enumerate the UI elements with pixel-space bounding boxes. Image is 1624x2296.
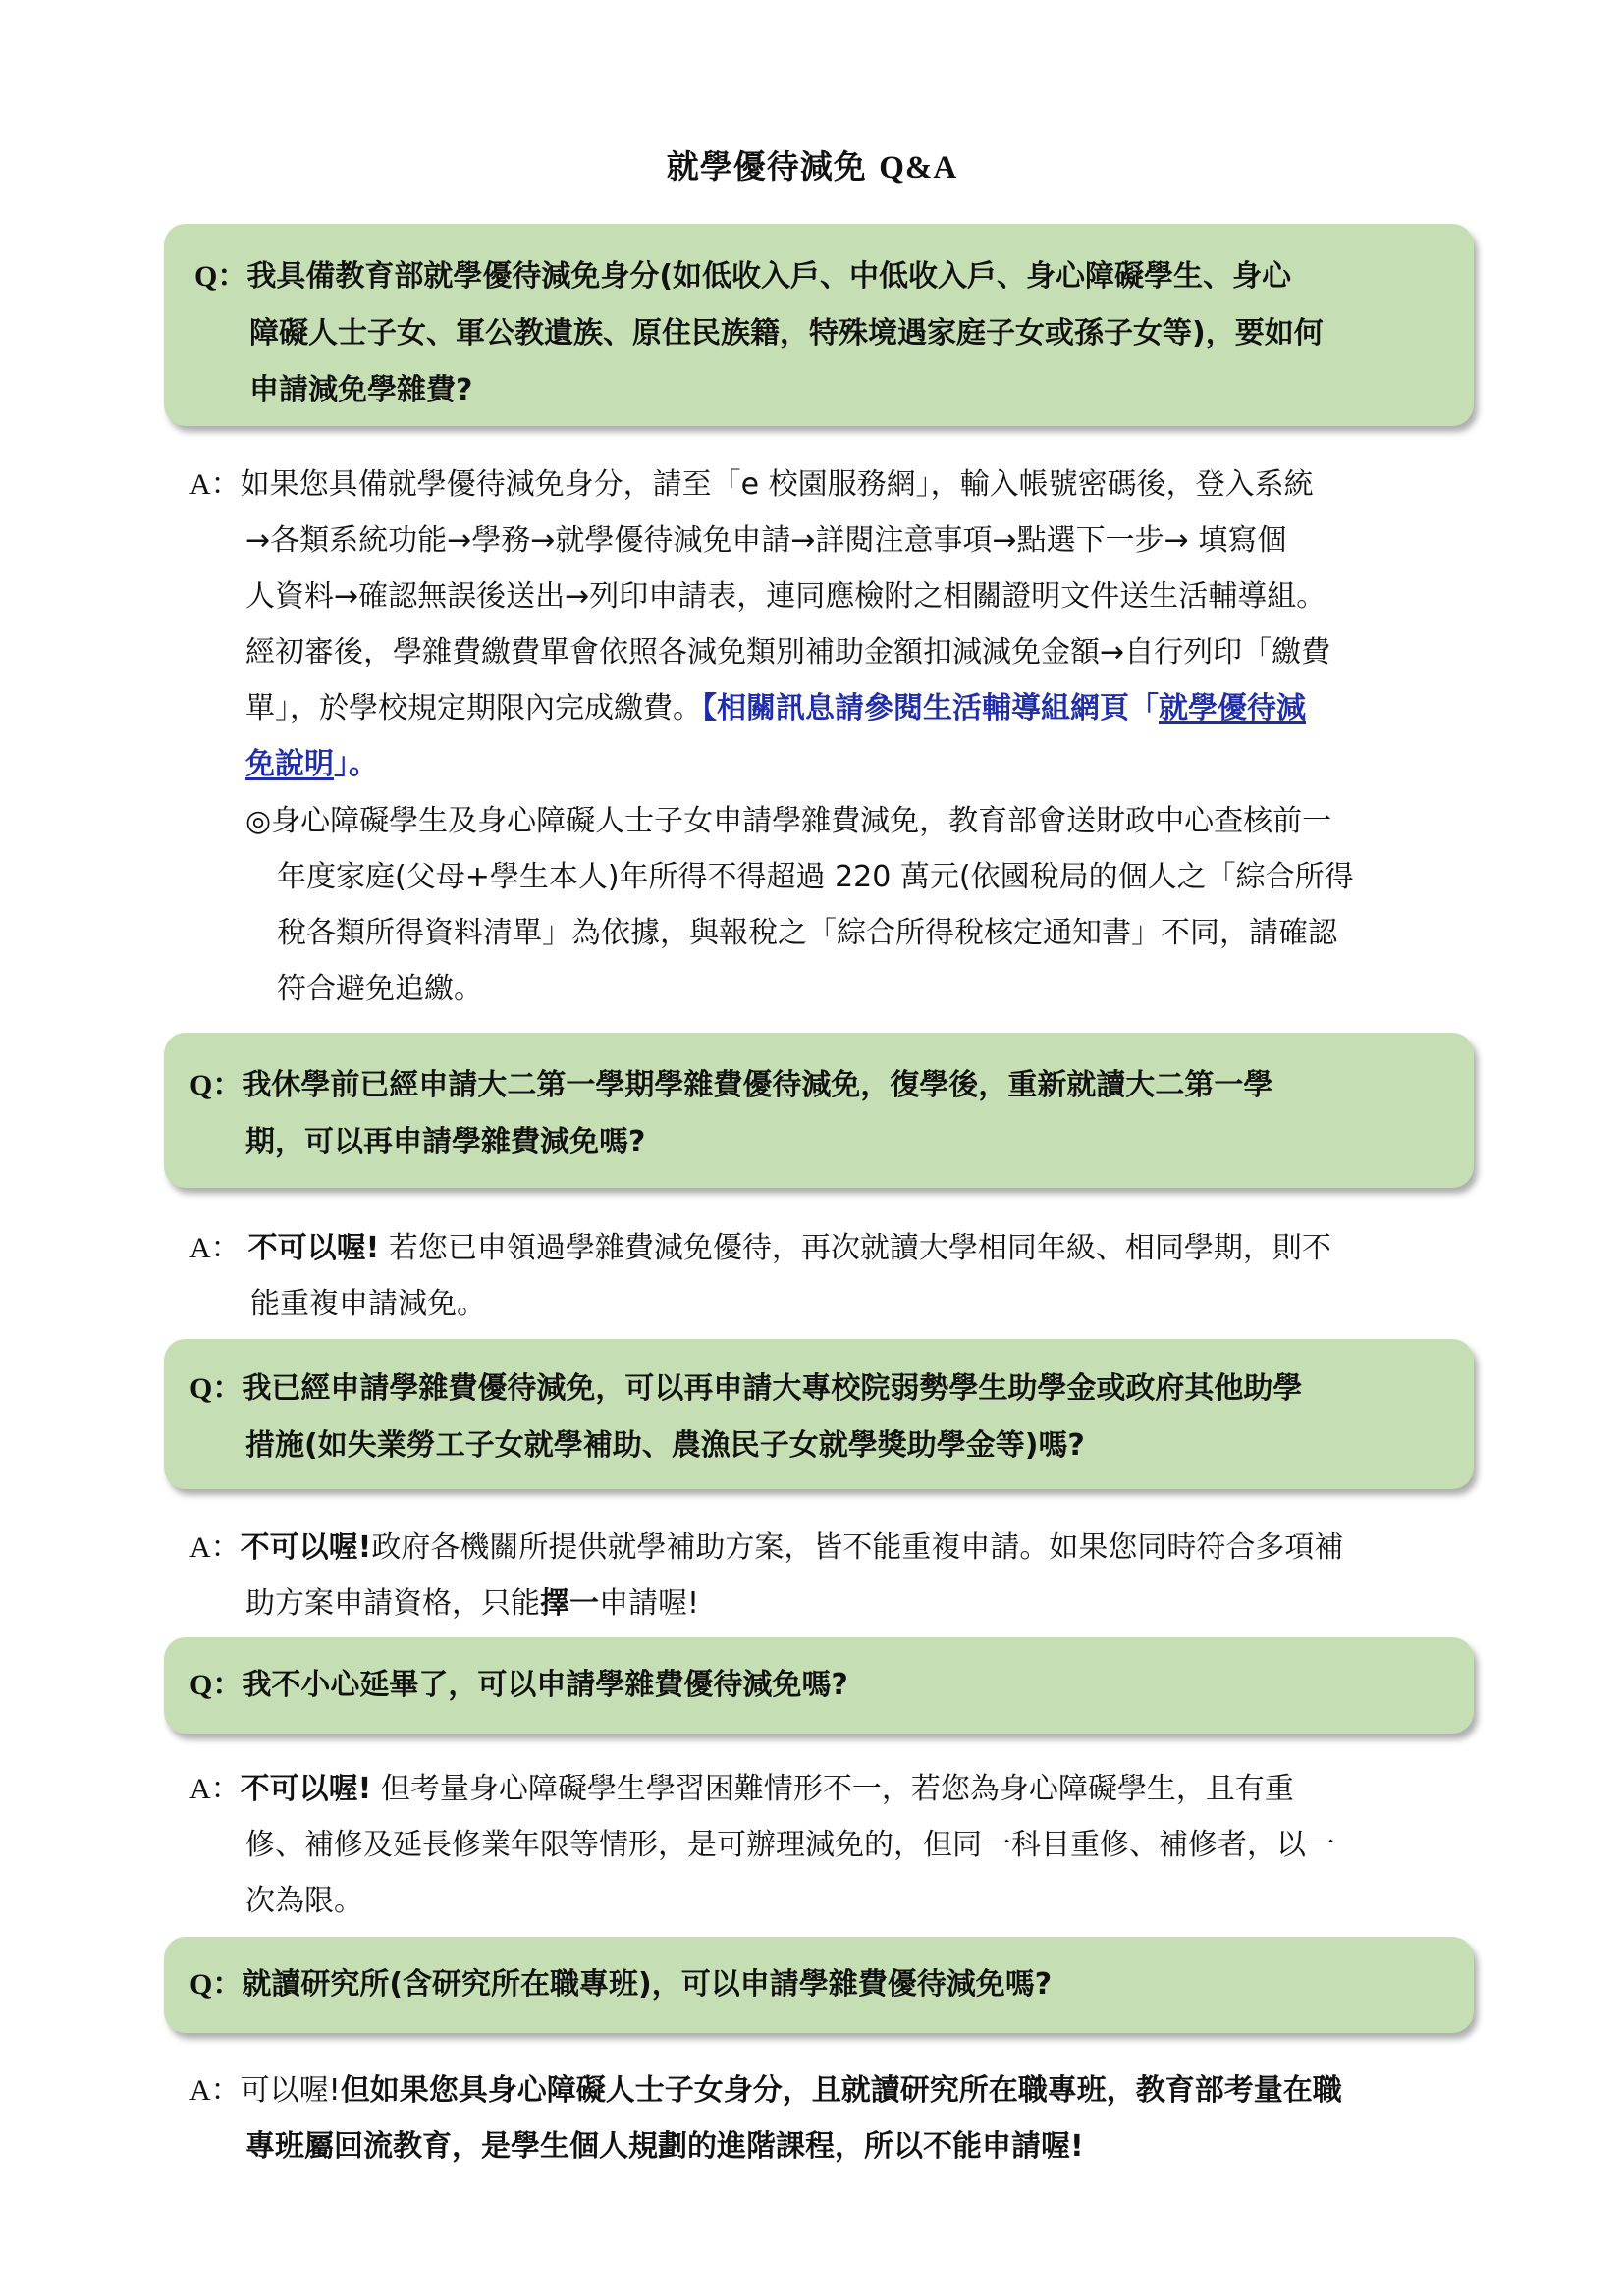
note-line: ◎身心障礙學生及身心障礙人士子女申請學雜費減免，教育部會送財政中心查核前一	[245, 804, 1332, 838]
answer-text-1	[189, 456, 1330, 792]
q-prefix: Q：	[189, 1669, 243, 1701]
q-prefix: Q：	[189, 1372, 243, 1405]
q-prefix: Q：	[194, 260, 247, 293]
question-text-2	[189, 1057, 1272, 1171]
answer-note-1	[245, 793, 1354, 1017]
q-line: 障礙人士子女、軍公教遺族、原住民族籍，特殊境遇家庭子女或孫子女等)，要如何	[249, 316, 1324, 350]
q-line: 就讀研究所(含研究所在職專班)，可以申請學雜費優待減免嗎?	[242, 1967, 1053, 2002]
a-prefix: A：	[189, 1773, 241, 1805]
question-text-5	[189, 1956, 1052, 2013]
q-line: 我已經申請學雜費優待減免，可以再申請大專校院弱勢學生助學金或政府其他助學	[242, 1371, 1303, 1406]
a-line: 政府各機關所提供就學補助方案，皆不能重複申請。如果您同時符合多項補	[371, 1530, 1344, 1565]
a-emphasis: 不可以喔!	[240, 1530, 372, 1565]
a-line: 次為限。	[245, 1884, 363, 1918]
a-line: 能重複申請減免。	[250, 1287, 486, 1321]
link-exemption-info-cont[interactable]: 免說明	[245, 747, 334, 781]
a-prefix: A：	[189, 468, 241, 501]
link-exemption-info[interactable]: 就學優待減	[1159, 691, 1306, 725]
q-line: 我具備教育部就學優待減免身分(如低收入戶、中低收入戶、身心障礙學生、身心	[246, 259, 1292, 294]
a-line: 申請喔!	[599, 1586, 700, 1621]
q-line: 我休學前已經申請大二第一學期學雜費優待減免，復學後，重新就讀大二第一學	[242, 1068, 1273, 1102]
a-line: →各類系統功能→學務→就學優待減免申請→詳閱注意事項→點選下一步→ 填寫個	[245, 523, 1287, 558]
q-line: 期，可以再申請學雜費減免嗎?	[245, 1125, 646, 1159]
answer-text-3	[189, 1520, 1343, 1631]
a-emphasis: 專班屬回流教育，是學生個人規劃的進階課程，所以不能申請喔!	[245, 2129, 1084, 2163]
a-line: 修、補修及延長修業年限等情形，是可辦理減免的，但同一科目重修、補修者，以一	[245, 1828, 1335, 1862]
answer-text-5	[189, 2062, 1342, 2174]
a-line: 經初審後，學雜費繳費單會依照各減免類別補助金額扣減減免金額→自行列印「繳費	[245, 635, 1331, 669]
question-text-3	[189, 1361, 1302, 1474]
answer-text-4	[189, 1761, 1335, 1929]
a-prefix: A：	[189, 1232, 241, 1264]
link-prefix: 【相關訊息請參閱生活輔導組網頁「	[702, 691, 1159, 725]
q-line: 措施(如失業勞工子女就學補助、農漁民子女就學獎助學金等)嗎?	[245, 1428, 1085, 1463]
a-emphasis: 不可以喔!	[247, 1231, 380, 1265]
title-zh: 就學優待減免	[666, 147, 867, 186]
a-prefix: A：	[189, 2074, 241, 2107]
answer-text-2	[189, 1220, 1331, 1332]
note-line: 符合避免追繳。	[277, 972, 483, 1006]
page-title	[0, 141, 1624, 187]
question-text-1	[194, 248, 1324, 419]
a-prefix: A：	[189, 1531, 241, 1564]
title-en: Q&A	[879, 150, 958, 186]
note-line: 稅各類所得資料清單」為依據，與報稅之「綜合所得稅核定通知書」不同，請確認	[277, 916, 1337, 950]
question-text-4	[189, 1657, 848, 1714]
link-suffix: 」。	[334, 747, 378, 781]
a-line: 但考量身心障礙學生學習困難情形不一，若您為身心障礙學生，且有重	[371, 1772, 1294, 1806]
a-line: 可以喔!	[240, 2073, 341, 2108]
q-line: 申請減免學雜費?	[249, 373, 473, 407]
a-emphasis: 但如果您具身心障礙人士子女身分，且就讀研究所在職專班，教育部考量在職	[340, 2073, 1342, 2108]
q-prefix: Q：	[189, 1069, 243, 1101]
a-line: 人資料→確認無誤後送出→列印申請表，連同應檢附之相關證明文件送生活輔導組。	[245, 579, 1326, 614]
q-line: 我不小心延畢了，可以申請學雜費優待減免嗎?	[242, 1668, 848, 1702]
a-line: 如果您具備就學優待減免身分，請至「e 校園服務網」，輸入帳號密碼後，登入系統	[240, 467, 1314, 502]
a-line: 若您已申領過學雜費減免優待，再次就讀大學相同年級、相同學期，則不	[379, 1231, 1331, 1265]
a-emphasis: 不可以喔!	[240, 1772, 372, 1806]
note-line: 年度家庭(父母+學生本人)年所得不得超過 220 萬元(依國稅局的個人之「綜合所得	[277, 860, 1354, 894]
a-line: 助方案申請資格，只能	[245, 1586, 540, 1621]
q-prefix: Q：	[189, 1968, 243, 2001]
a-emphasis: 擇一	[540, 1586, 599, 1621]
a-line: 單」，於學校規定期限內完成繳費。	[245, 691, 702, 725]
